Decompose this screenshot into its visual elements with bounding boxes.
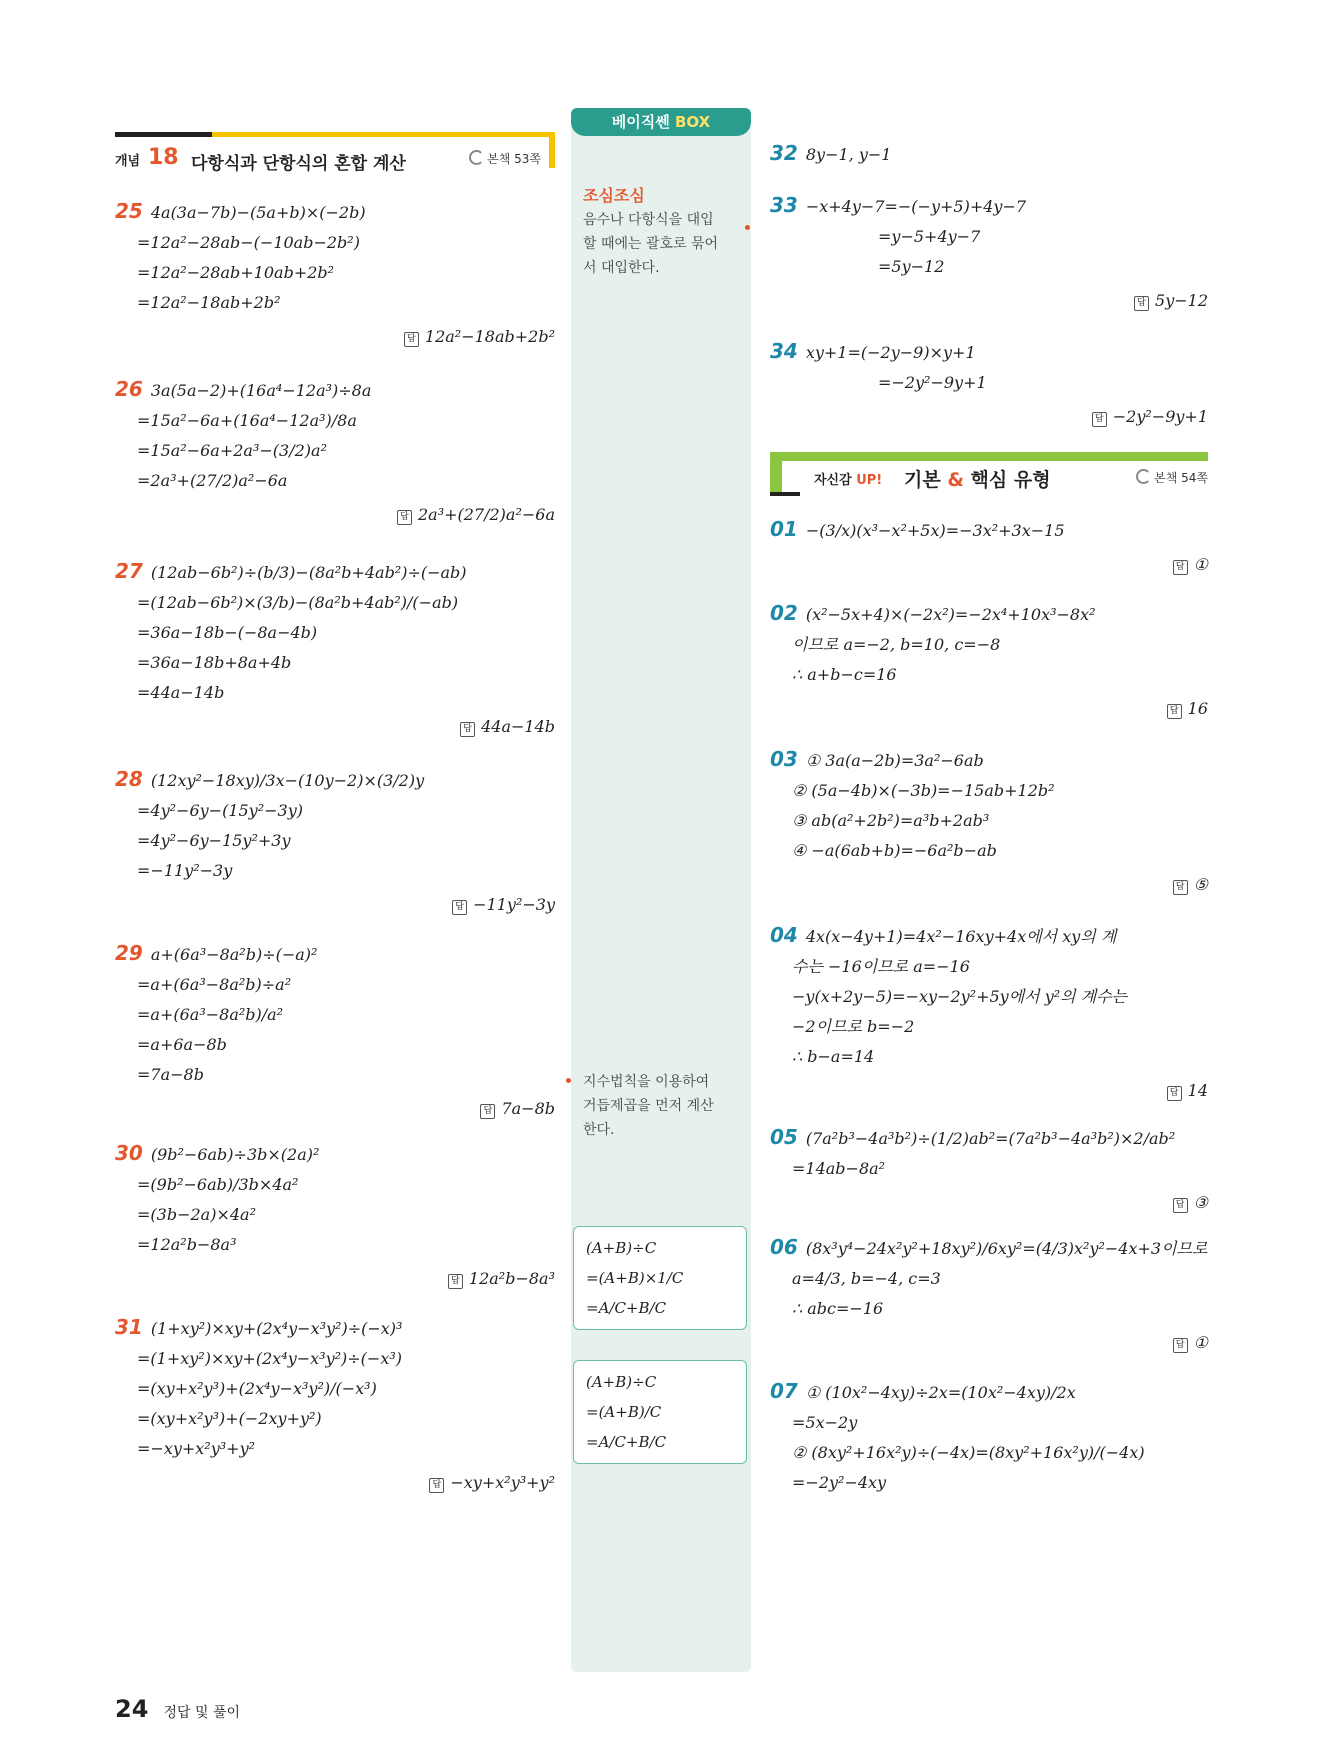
solution-line — [770, 952, 1208, 982]
answer-mark-icon: 답 — [1173, 560, 1188, 575]
solution-text: xy+1=(−2y−9)×y+1 — [805, 343, 976, 362]
solution-text: =36a−18b+8a+4b — [137, 653, 292, 672]
connector-dot — [745, 225, 750, 230]
solution-text: a+(6a³−8a²b)÷(−a)² — [150, 945, 318, 964]
basic-box-badge — [571, 108, 751, 136]
problem-number: 32 — [770, 141, 798, 165]
concept-number: 18 — [148, 145, 179, 170]
solution-line — [115, 826, 555, 856]
solution-text: ② (8xy²+16x²y)÷(−4x)=(8xy²+16x²y)/(−4x) — [792, 1443, 1145, 1462]
solution-line — [770, 776, 1208, 806]
exponent-tip — [583, 1070, 714, 1142]
answer-text: ③ — [1193, 1193, 1208, 1212]
solution-text: =a+(6a³−8a²b)/a² — [137, 1005, 284, 1024]
problem-number: 27 — [115, 559, 143, 583]
solution-text: =44a−14b — [137, 683, 225, 702]
solution-line — [115, 938, 555, 970]
solution-text: =(9b²−6ab)/3b×4a² — [137, 1175, 299, 1194]
formula-line: =(A+B)×1/C — [586, 1269, 684, 1287]
answer-text: 14 — [1187, 1081, 1208, 1100]
solution-line — [115, 1200, 555, 1230]
problem-number: 29 — [115, 941, 143, 965]
solution-text: ③ ab(a²+2b²)=a³b+2ab³ — [792, 811, 990, 830]
solution-line — [115, 1170, 555, 1200]
solution-text: =14ab−8a² — [792, 1159, 886, 1178]
solution-text: =(3b−2a)×4a² — [137, 1205, 256, 1224]
answer — [770, 1188, 1208, 1218]
answer — [115, 890, 555, 920]
solution-text: =−xy+x²y³+y² — [137, 1439, 256, 1458]
solution-line — [770, 1376, 1208, 1408]
answer-mark-icon: 답 — [452, 900, 467, 915]
solution-line — [115, 1000, 555, 1030]
solution-line — [770, 1154, 1208, 1184]
solution-text: =(xy+x²y³)+(−2xy+y²) — [137, 1409, 322, 1428]
solution-text: −(3/x)(x³−x²+5x)=−3x²+3x−15 — [805, 521, 1065, 540]
answer-text: ① — [1193, 555, 1208, 574]
answer-mark-icon: 답 — [480, 1104, 495, 1119]
answer-mark-icon: 답 — [1092, 412, 1107, 427]
solution-line — [770, 598, 1208, 630]
problem — [115, 1138, 555, 1294]
header-green-corner — [770, 452, 782, 496]
problem-number: 26 — [115, 377, 143, 401]
solution-line — [770, 1294, 1208, 1324]
solution-text: =4y²−6y−(15y²−3y) — [137, 801, 303, 820]
solution-line — [770, 806, 1208, 836]
answer-text: 16 — [1187, 699, 1208, 718]
solution-line — [115, 618, 555, 648]
problem — [770, 1376, 1208, 1498]
solution-line — [770, 1408, 1208, 1438]
caution-tip — [583, 184, 718, 280]
solution-line — [115, 1312, 555, 1344]
answer — [770, 550, 1208, 580]
caution-tip-title: 조심조심 — [583, 186, 645, 205]
answer-text: 7a−8b — [501, 1099, 555, 1118]
solution-line — [770, 336, 1208, 368]
solution-text: =a+(6a³−8a²b)÷a² — [137, 975, 292, 994]
solution-line — [115, 588, 555, 618]
answer-text: 5y−12 — [1155, 291, 1208, 310]
right-top-problems — [770, 138, 1208, 432]
exponent-tip-line: 지수법칙을 이용하여 — [583, 1074, 710, 1090]
problem-number: 06 — [770, 1235, 798, 1259]
solution-line — [115, 374, 555, 406]
answer — [115, 500, 555, 530]
solution-text: =15a²−6a+2a³−(3/2)a² — [137, 441, 327, 460]
caution-tip-line: 서 대입한다. — [583, 260, 660, 276]
solution-text: =4y²−6y−15y²+3y — [137, 831, 291, 850]
problem-number: 31 — [115, 1315, 143, 1339]
right-problem-list — [770, 514, 1208, 1498]
answer-text: −11y²−3y — [473, 895, 555, 914]
right-column — [770, 138, 1208, 1512]
solution-text: =5x−2y — [792, 1413, 858, 1432]
up-text: UP! — [856, 473, 883, 488]
solution-text: =−11y²−3y — [137, 861, 233, 880]
solution-line — [115, 466, 555, 496]
solution-text: ② (5a−4b)×(−3b)=−15ab+12b² — [792, 781, 1055, 800]
solution-line — [115, 1230, 555, 1260]
answer-text: 44a−14b — [481, 717, 555, 736]
answer — [115, 1094, 555, 1124]
core-title-a: 기본 — [904, 469, 941, 491]
answer — [115, 322, 555, 352]
problem — [770, 190, 1208, 316]
caution-tip-line: 음수나 다항식을 대입 — [583, 212, 714, 228]
problem-number: 02 — [770, 601, 798, 625]
solution-line — [770, 982, 1208, 1012]
solution-text: ④ −a(6ab+b)=−6a²b−ab — [792, 841, 997, 860]
solution-line — [115, 1060, 555, 1090]
answer-text: −xy+x²y³+y² — [450, 1473, 555, 1492]
badge-box-text: BOX — [674, 113, 711, 131]
answer-mark-icon: 답 — [1134, 296, 1149, 311]
problem — [115, 764, 555, 920]
core-type-section-header — [770, 452, 1208, 496]
solution-text: 3a(5a−2)+(16a⁴−12a³)÷8a — [150, 381, 372, 400]
problem — [115, 938, 555, 1124]
solution-line — [770, 252, 1208, 282]
header-corner — [549, 132, 555, 168]
exponent-tip-line: 한다. — [583, 1122, 615, 1138]
page-footer — [115, 1695, 240, 1723]
answer — [770, 286, 1208, 316]
answer — [115, 712, 555, 742]
solution-text: (12xy²−18xy)/3x−(10y−2)×(3/2)y — [150, 771, 425, 790]
solution-text: a=4/3, b=−4, c=3 — [792, 1269, 941, 1288]
answer-mark-icon: 답 — [460, 722, 475, 737]
solution-line — [770, 836, 1208, 866]
solution-line — [770, 630, 1208, 660]
formula-line: =(A+B)/C — [586, 1403, 662, 1421]
problem-number: 30 — [115, 1141, 143, 1165]
solution-text: =(1+xy²)×xy+(2x⁴y−x³y²)÷(−x³) — [137, 1349, 402, 1368]
solution-line — [115, 1434, 555, 1464]
footer-text: 정답 및 풀이 — [163, 1705, 241, 1721]
solution-text: =2a³+(27/2)a²−6a — [137, 471, 288, 490]
solution-text: 4x(x−4y+1)=4x²−16xy+4x에서 xy의 계 — [805, 927, 1117, 946]
book-reference — [1136, 469, 1208, 486]
book-reference-text: 본책 53쪽 — [487, 152, 541, 166]
solution-text: ① (10x²−4xy)÷2x=(10x²−4xy)/2x — [805, 1383, 1076, 1402]
answer — [770, 694, 1208, 724]
answer-mark-icon: 답 — [429, 1478, 444, 1493]
solution-text: (8x³y⁴−24x²y²+18xy²)/6xy²=(4/3)x²y²−4x+3이므로 — [805, 1239, 1208, 1258]
solution-text: =12a²−28ab+10ab+2b² — [137, 263, 335, 282]
basic-box-column — [571, 108, 751, 1672]
solution-text: ∴ a+b−c=16 — [792, 665, 897, 684]
header-green-bar — [770, 452, 1208, 461]
solution-text: =−2y²−9y+1 — [878, 373, 987, 392]
header-black-bar — [770, 492, 800, 496]
solution-line — [115, 970, 555, 1000]
solution-text: 8y−1, y−1 — [805, 145, 892, 164]
solution-line — [115, 406, 555, 436]
problem — [770, 336, 1208, 432]
solution-line — [115, 258, 555, 288]
solution-text: =(xy+x²y³)+(2x⁴y−x³y²)/(−x³) — [137, 1379, 377, 1398]
problem-number: 25 — [115, 199, 143, 223]
problem — [770, 1232, 1208, 1358]
exponent-tip-line: 거듭제곱을 먼저 계산 — [583, 1098, 714, 1114]
badge-text: 베이직쎈 — [611, 113, 670, 131]
answer-mark-icon: 답 — [404, 332, 419, 347]
solution-line — [115, 764, 555, 796]
answer-mark-icon: 답 — [397, 510, 412, 525]
solution-line — [115, 648, 555, 678]
formula-line: =A/C+B/C — [586, 1433, 667, 1451]
page-number: 24 — [115, 1695, 149, 1723]
formula-line: =A/C+B/C — [586, 1299, 667, 1317]
answer-mark-icon: 답 — [1173, 1338, 1188, 1353]
problem-number: 34 — [770, 339, 798, 363]
concept-section-header — [115, 132, 555, 182]
solution-line — [115, 1374, 555, 1404]
problem — [115, 196, 555, 352]
answer — [115, 1264, 555, 1294]
problem-number: 05 — [770, 1125, 798, 1149]
solution-line — [770, 368, 1208, 398]
solution-line — [115, 196, 555, 228]
solution-text: 4a(3a−7b)−(5a+b)×(−2b) — [150, 203, 366, 222]
problem-number: 28 — [115, 767, 143, 791]
formula-box-2 — [573, 1360, 747, 1464]
answer — [770, 870, 1208, 900]
problem-number: 33 — [770, 193, 798, 217]
core-title-b: 핵심 유형 — [970, 469, 1051, 491]
solution-line — [770, 138, 1208, 170]
problem — [115, 1312, 555, 1498]
solution-text: =12a²−18ab+2b² — [137, 293, 281, 312]
solution-text: =12a²−28ab−(−10ab−2b²) — [137, 233, 360, 252]
problem — [770, 744, 1208, 900]
answer-mark-icon: 답 — [448, 1274, 463, 1289]
header-bar — [115, 132, 555, 137]
solution-text: (1+xy²)×xy+(2x⁴y−x³y²)÷(−x)³ — [150, 1319, 403, 1338]
problem-number: 03 — [770, 747, 798, 771]
caution-tip-line: 할 때에는 괄호로 묶어 — [583, 236, 719, 252]
solution-line — [115, 1344, 555, 1374]
left-problem-list — [115, 196, 555, 1498]
problem — [770, 138, 1208, 170]
solution-text: =12a²b−8a³ — [137, 1235, 237, 1254]
solution-line — [770, 660, 1208, 690]
problem — [770, 1122, 1208, 1218]
solution-line — [770, 1468, 1208, 1498]
book-reference-text: 본책 54쪽 — [1154, 471, 1208, 485]
answer-text: ① — [1193, 1333, 1208, 1352]
answer-text: ⑤ — [1193, 875, 1208, 894]
solution-text: =7a−8b — [137, 1065, 204, 1084]
answer-text: 2a³+(27/2)a²−6a — [417, 505, 555, 524]
concept-label: 개념 — [115, 154, 141, 169]
solution-text: (7a²b³−4a³b²)÷(1/2)ab²=(7a²b³−4a³b²)×2/ab² — [805, 1129, 1176, 1148]
answer-mark-icon: 답 — [1167, 1086, 1182, 1101]
problem — [115, 374, 555, 530]
solution-text: =a+6a−8b — [137, 1035, 227, 1054]
solution-text: −2이므로 b=−2 — [792, 1017, 915, 1036]
problem-number: 07 — [770, 1379, 798, 1403]
solution-text: =y−5+4y−7 — [878, 227, 981, 246]
answer — [770, 1076, 1208, 1106]
solution-text: ∴ b−a=14 — [792, 1047, 875, 1066]
solution-text: =−2y²−4xy — [792, 1473, 887, 1492]
answer-mark-icon: 답 — [1173, 1198, 1188, 1213]
confidence-label — [814, 469, 882, 488]
refresh-icon — [469, 150, 484, 165]
answer-text: −2y²−9y+1 — [1112, 407, 1208, 426]
solution-line — [115, 856, 555, 886]
solution-text: 이므로 a=−2, b=10, c=−8 — [792, 635, 1001, 654]
solution-text: (12ab−6b²)÷(b/3)−(8a²b+4ab²)÷(−ab) — [150, 563, 467, 582]
answer — [770, 402, 1208, 432]
solution-line — [770, 1122, 1208, 1154]
answer-text: 12a²−18ab+2b² — [424, 327, 555, 346]
problem-number: 04 — [770, 923, 798, 947]
answer-text: 12a²b−8a³ — [468, 1269, 555, 1288]
solution-text: −y(x+2y−5)=−xy−2y²+5y에서 y²의 계수는 — [792, 987, 1128, 1006]
solution-text: ∴ abc=−16 — [792, 1299, 884, 1318]
left-column — [115, 132, 555, 1512]
solution-line — [115, 1138, 555, 1170]
solution-text: =15a²−6a+(16a⁴−12a³)/8a — [137, 411, 357, 430]
ampersand: & — [947, 469, 964, 491]
solution-line — [115, 288, 555, 318]
problem-number: 01 — [770, 517, 798, 541]
solution-text: =5y−12 — [878, 257, 945, 276]
solution-line — [115, 1030, 555, 1060]
solution-text: =(12ab−6b²)×(3/b)−(8a²b+4ab²)/(−ab) — [137, 593, 459, 612]
answer — [115, 1468, 555, 1498]
solution-line — [770, 514, 1208, 546]
solution-line — [115, 796, 555, 826]
solution-line — [770, 1264, 1208, 1294]
concept-title: 다항식과 단항식의 혼합 계산 — [191, 154, 406, 174]
confidence-text: 자신감 — [814, 473, 852, 488]
core-type-title — [904, 465, 1051, 492]
problem — [770, 598, 1208, 724]
solution-text: (x²−5x+4)×(−2x²)=−2x⁴+10x³−8x² — [805, 605, 1096, 624]
solution-line — [770, 1232, 1208, 1264]
connector-dot — [566, 1078, 571, 1083]
problem — [770, 514, 1208, 580]
solution-text: =36a−18b−(−8a−4b) — [137, 623, 318, 642]
solution-line — [115, 556, 555, 588]
formula-line: (A+B)÷C — [586, 1373, 657, 1391]
refresh-icon — [1136, 469, 1151, 484]
solution-line — [115, 1404, 555, 1434]
solution-text: 수는 −16이므로 a=−16 — [792, 957, 970, 976]
solution-line — [115, 228, 555, 258]
solution-line — [770, 1012, 1208, 1042]
problem — [770, 920, 1208, 1106]
solution-line — [770, 744, 1208, 776]
answer-mark-icon: 답 — [1167, 704, 1182, 719]
solution-line — [770, 1438, 1208, 1468]
solution-text: (9b²−6ab)÷3b×(2a)² — [150, 1145, 320, 1164]
solution-line — [770, 190, 1208, 222]
answer-mark-icon: 답 — [1173, 880, 1188, 895]
solution-line — [115, 678, 555, 708]
solution-line — [770, 222, 1208, 252]
formula-line: (A+B)÷C — [586, 1239, 657, 1257]
solution-text: ① 3a(a−2b)=3a²−6ab — [805, 751, 984, 770]
formula-box-1 — [573, 1226, 747, 1330]
book-reference — [469, 150, 541, 167]
solution-line — [770, 1042, 1208, 1072]
solution-line — [115, 436, 555, 466]
answer — [770, 1328, 1208, 1358]
solution-text: −x+4y−7=−(−y+5)+4y−7 — [805, 197, 1027, 216]
solution-line — [770, 920, 1208, 952]
problem — [115, 556, 555, 742]
